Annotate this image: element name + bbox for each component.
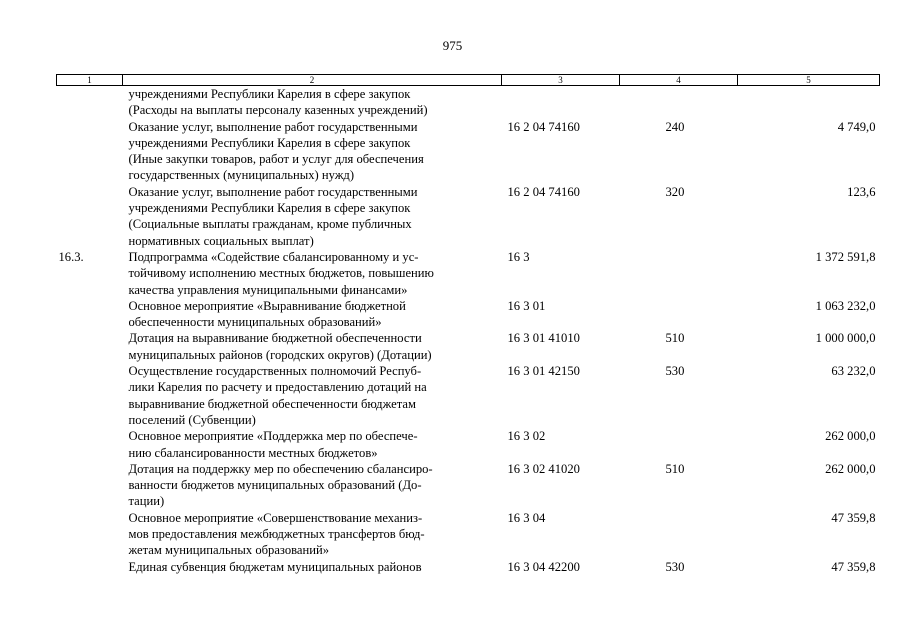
row-name: [123, 330, 502, 363]
row-name: [123, 86, 502, 119]
row-name-line: Единая субвенция бюджетам муниципальных районов: [128, 559, 422, 574]
row-code: 16 3 02 41020: [507, 461, 580, 476]
row-name: [123, 298, 502, 331]
row-number: [57, 298, 123, 331]
row-expense-type: [620, 249, 738, 298]
table-row: [57, 428, 880, 461]
row-expense-type: 530: [665, 364, 685, 379]
row-name: [123, 559, 502, 575]
row-code: 16 3: [507, 249, 530, 264]
row-expense-type: 530: [665, 559, 685, 574]
row-amount: 47 359,8: [831, 510, 876, 525]
row-number: [57, 86, 123, 119]
row-code: 16 3 04 42200: [507, 559, 580, 574]
row-name-line: тойчивому исполнению местных бюджетов, повышению: [128, 266, 434, 281]
row-name-line: муниципальных районов (городских округов) (Дотации): [128, 347, 432, 362]
column-header-1: 1: [57, 75, 123, 86]
row-amount: 47 359,8: [831, 559, 876, 574]
budget-table: [56, 74, 880, 575]
row-name-line: выравнивание бюджетной обеспеченности бюджетам: [128, 396, 416, 411]
row-name-line: учреждениями Республики Карелия в сфере закупок: [128, 87, 411, 101]
table-row: [57, 510, 880, 559]
row-name-line: нормативных социальных выплат): [128, 233, 314, 248]
column-header-4: 4: [620, 75, 738, 86]
page-number: 975: [442, 38, 463, 53]
row-expense-type: [620, 298, 738, 331]
column-header-5: 5: [738, 75, 880, 86]
row-amount: 262 000,0: [825, 461, 876, 476]
row-expense-type: [620, 428, 738, 461]
row-name-line: (Социальные выплаты гражданам, кроме публичных: [128, 217, 412, 232]
row-name-line: Основное мероприятие «Поддержка мер по обеспече-: [128, 429, 418, 444]
row-name-line: учреждениями Республики Карелия в сфере закупок: [128, 201, 411, 216]
row-number: [57, 184, 123, 249]
row-number: [57, 119, 123, 184]
table-row: [57, 249, 880, 298]
row-name-line: тации): [128, 494, 165, 509]
row-number: [57, 428, 123, 461]
row-number: [57, 461, 123, 510]
row-name-line: Оказание услуг, выполнение работ государственными: [128, 119, 418, 134]
row-amount: 63 232,0: [831, 364, 876, 379]
row-number: [57, 363, 123, 428]
row-code: 16 3 01 41010: [507, 331, 580, 346]
table-row: [57, 461, 880, 510]
row-name-line: Основное мероприятие «Совершенствование механиз-: [128, 510, 423, 525]
table-header-row: [57, 75, 880, 86]
column-header-2: 2: [123, 75, 502, 86]
table-row: [57, 363, 880, 428]
column-header-3: 3: [502, 75, 620, 86]
table-row: [57, 184, 880, 249]
row-amount: [738, 86, 880, 119]
row-name: [123, 184, 502, 249]
row-name-line: Дотация на выравнивание бюджетной обеспеченности: [128, 331, 422, 346]
row-name-line: Дотация на поддержку мер по обеспечению сбалансиро-: [128, 461, 433, 476]
row-name-line: нию сбалансированности местных бюджетов»: [128, 445, 378, 460]
table-row: [57, 86, 880, 119]
table-row: [57, 330, 880, 363]
table-row: [57, 119, 880, 184]
row-amount: 1 000 000,0: [815, 331, 876, 346]
row-number: 16.3.: [58, 249, 84, 264]
row-name-line: обеспеченности муниципальных образований»: [128, 315, 382, 330]
row-expense-type: 240: [665, 119, 685, 134]
row-name-line: Осуществление государственных полномочий Респуб-: [128, 364, 422, 379]
row-name-line: Оказание услуг, выполнение работ государственными: [128, 184, 418, 199]
row-name-line: ванности бюджетов муниципальных образований (До-: [128, 478, 422, 493]
table-row: [57, 559, 880, 575]
row-name-line: жетам муниципальных образований»: [128, 543, 330, 558]
row-name-line: поселений (Субвенции): [128, 412, 256, 427]
row-name: [123, 249, 502, 298]
row-expense-type: 320: [665, 184, 685, 199]
row-name: [123, 363, 502, 428]
row-code: 16 3 04: [507, 510, 546, 525]
row-name-line: (Расходы на выплаты персоналу казенных учреждений): [128, 103, 428, 118]
row-amount: 1 063 232,0: [815, 298, 876, 313]
row-code: [502, 86, 620, 119]
row-name-line: Основное мероприятие «Выравнивание бюджетной: [128, 298, 406, 313]
row-amount: 4 749,0: [837, 119, 876, 134]
row-code: 16 2 04 74160: [507, 119, 580, 134]
row-code: 16 3 01: [507, 298, 546, 313]
table-body: [57, 86, 880, 575]
row-name: [123, 461, 502, 510]
row-expense-type: 510: [665, 461, 685, 476]
row-name-line: качества управления муниципальными финансами»: [128, 282, 408, 297]
row-code: 16 3 02: [507, 429, 546, 444]
row-expense-type: 510: [665, 331, 685, 346]
row-code: 16 2 04 74160: [507, 184, 580, 199]
row-expense-type: [620, 510, 738, 559]
row-name: [123, 510, 502, 559]
row-number: [57, 330, 123, 363]
table-row: [57, 298, 880, 331]
row-name-line: Подпрограмма «Содействие сбалансированному и ус-: [128, 249, 419, 264]
row-number: [57, 559, 123, 575]
row-name-line: (Иные закупки товаров, работ и услуг для обеспечения: [128, 152, 424, 167]
row-number: [57, 510, 123, 559]
row-amount: 262 000,0: [825, 429, 876, 444]
row-amount: 123,6: [847, 184, 876, 199]
row-name-line: государственных (муниципальных) нужд): [128, 168, 355, 183]
row-name-line: лики Карелия по расчету и предоставлению дотаций на: [128, 380, 427, 395]
row-name-line: учреждениями Республики Карелия в сфере закупок: [128, 135, 411, 150]
row-name: [123, 119, 502, 184]
row-name-line: мов предоставления межбюджетных трансфертов бюд-: [128, 527, 425, 542]
row-name: [123, 428, 502, 461]
row-code: 16 3 01 42150: [507, 364, 580, 379]
row-expense-type: [620, 86, 738, 119]
row-amount: 1 372 591,8: [815, 249, 876, 264]
